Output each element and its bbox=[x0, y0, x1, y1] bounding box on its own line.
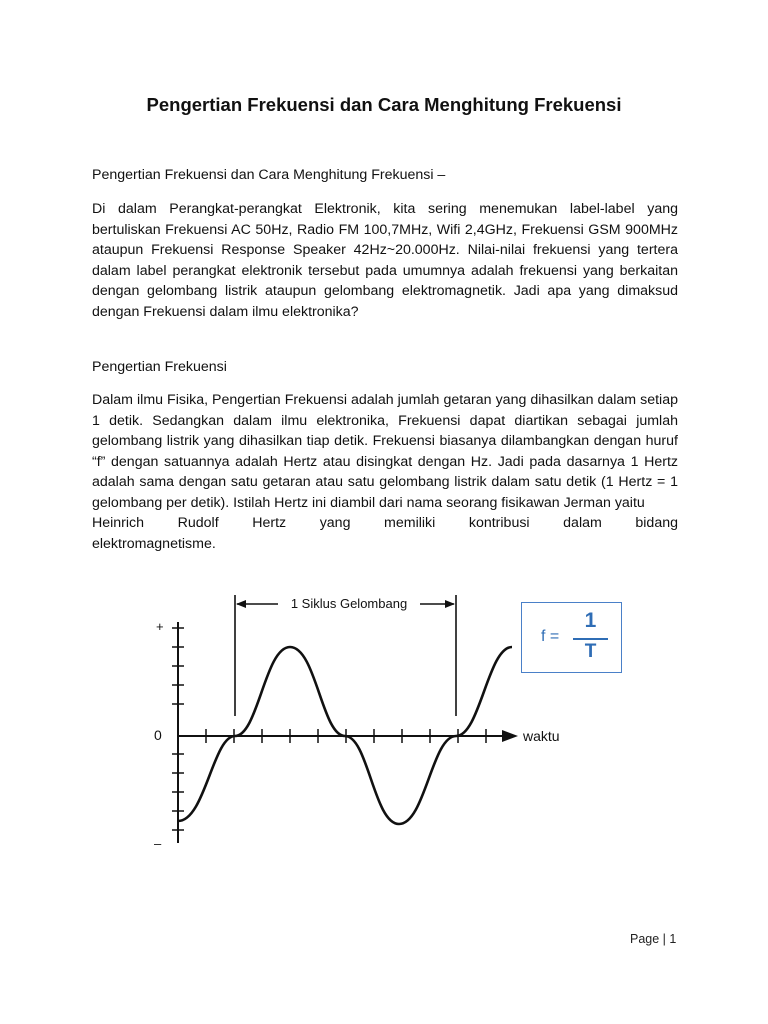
paragraph-2-last-line: Heinrich Rudolf Hertz yang memiliki kontribusi dalam bidang bbox=[92, 515, 678, 531]
cycle-arrow-head-right bbox=[445, 600, 455, 608]
formula-denominator: T bbox=[584, 641, 597, 662]
page-title: Pengertian Frekuensi dan Cara Menghitung Frekuensi bbox=[146, 94, 622, 115]
formula-numerator: 1 bbox=[584, 609, 597, 632]
x-axis-label: waktu bbox=[523, 728, 560, 744]
y-minus-label: – bbox=[154, 836, 162, 851]
formula-lhs: f = bbox=[541, 628, 560, 645]
paragraph-1: Di dalam Perangkat-perangkat Elektronik, kita sering menemukan label-label yang bertuliskan Frekuensi AC 50Hz, Radio FM 100,7MHz, Wifi 2,4GHz, Frekuensi GSM 900MHz ataupun Frekuensi Response Speaker 42Hz~20.000Hz. Nilai-nilai frekuensi yang tertera dalam label perangkat elektronik tersebut pada umumnya adalah frekuensi yang berkaitan dengan gelombang listrik ataupun gelombang elektromagnetik. Jadi apa yang dimaksud dengan Frekuensi dalam ilmu elektronika? bbox=[92, 201, 678, 320]
paragraph-2-end: elektromagnetisme. bbox=[92, 535, 216, 552]
sine-wave-figure bbox=[140, 588, 580, 858]
paragraph-2-body: Dalam ilmu Fisika, Pengertian Frekuensi adalah jumlah getaran yang dihasilkan dalam setiap 1 detik. Sedangkan dalam ilmu elektronika, Frekuensi dapat diartikan sebagai jumlah gelombang listrik yang dihasilkan tiap detik. Frekuensi biasanya dilambangkan dengan huruf “f” dengan satuannya adalah Hertz atau disingkat dengan Hz. Jadi pada dasarnya 1 Hertz adalah sama dengan satu getaran atau satu gelombang listrik dalam satu detik (1 Hertz = 1 gelombang per detik). Istilah Hertz ini diambil dari nama seorang fisikawan Jerman yaitu bbox=[92, 392, 678, 511]
y-plus-label: + bbox=[156, 619, 164, 634]
paragraph-2 bbox=[92, 390, 678, 554]
x-axis-arrow bbox=[502, 730, 518, 742]
page-number: Page | 1 bbox=[630, 932, 677, 946]
frequency-formula-box bbox=[521, 602, 622, 673]
section-heading: Pengertian Frekuensi bbox=[92, 359, 227, 375]
formula-fraction-bar bbox=[573, 638, 608, 640]
y-zero-label: 0 bbox=[154, 727, 162, 743]
cycle-arrow-head-left bbox=[236, 600, 246, 608]
cycle-label: 1 Siklus Gelombang bbox=[290, 596, 408, 611]
intro-line: Pengertian Frekuensi dan Cara Menghitung Frekuensi – bbox=[92, 167, 446, 183]
